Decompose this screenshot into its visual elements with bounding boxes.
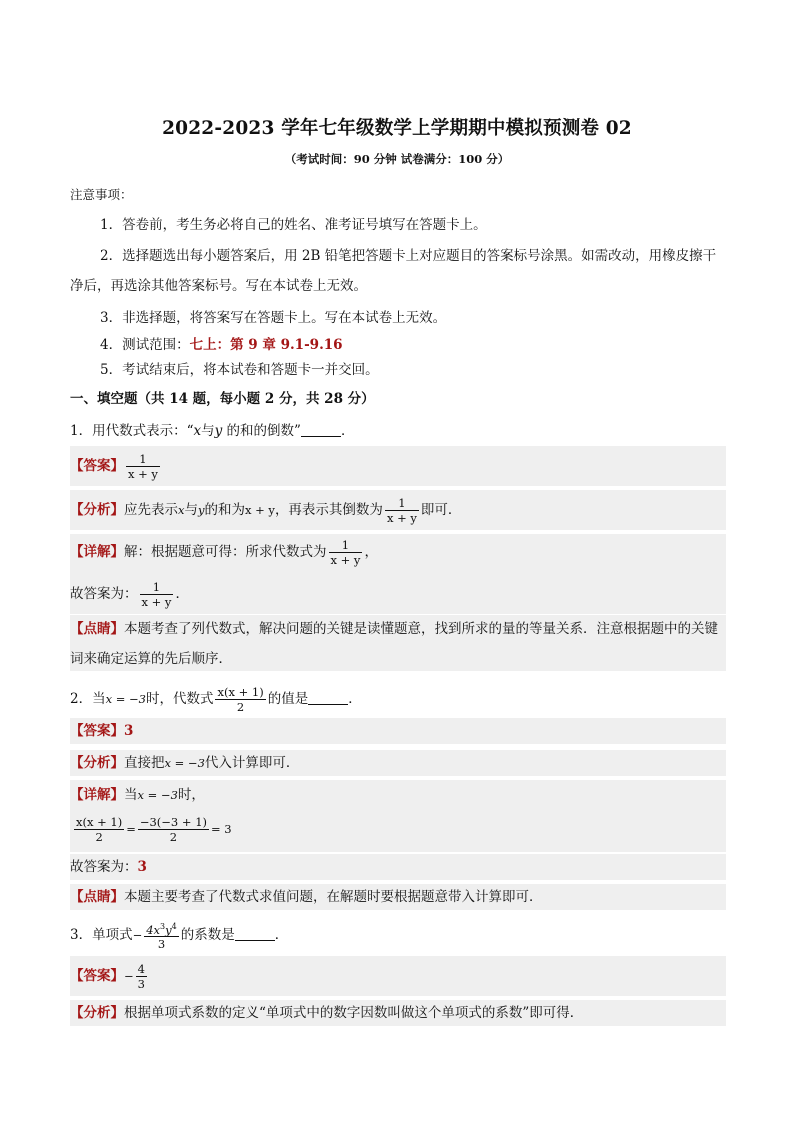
question-3: 3．单项式− $\frac{4x^3y^4}{3}$ 的系数是 ． <box>70 921 289 952</box>
fraction: $\frac{1}{x + y}$ <box>128 452 158 481</box>
q1-detail: 【详解】解：根据题意可得：所求代数式为 $\frac{1}{x + y}$ ， <box>70 538 378 567</box>
q2-equation: $\frac{x(x + 1)}{2}$ = $\frac{-3(-3 + 1)}{2}$ = 3 <box>76 815 232 844</box>
answer-blank <box>308 690 348 705</box>
q3-answer: 【答案】− $\frac{4}{3}$ <box>70 962 145 991</box>
note-1: 1．答卷前，考生务必将自己的姓名、准考证号填写在答题卡上。 <box>100 217 487 233</box>
notes-heading: 注意事项： <box>70 187 133 202</box>
q2-analysis: 【分析】直接把x = −3代入计算即可． <box>70 755 300 771</box>
question-2: 2．当x = −3时，代数式 $\frac{x(x + 1)}{2}$ 的值是 ． <box>70 685 362 714</box>
q3-analysis: 【分析】根据单项式系数的定义“单项式中的数字因数叫做这个单项式的系数”即可得． <box>70 1005 584 1021</box>
note-4 <box>100 336 726 354</box>
q2-comment: 【点睛】本题主要考查了代数式求值问题，在解题时要根据题意带入计算即可． <box>70 889 543 905</box>
note-2: 2．选择题选出每小题答案后，用 2B 铅笔把答题卡上对应题目的答案标号涂黑。如需改动，用橡皮擦干净后，再选涂其他答案标号。写在本试卷上无效。 <box>70 248 717 294</box>
question-1: 1．用代数式表示：“x与y 的和的倒数” ． <box>70 423 355 439</box>
q2-final: 故答案为：3 <box>70 859 147 875</box>
page-subtitle: （考试时间：90 分钟 试卷满分：100 分） <box>284 152 510 166</box>
section-heading: 一、填空题（共 14 题，每小题 2 分，共 28 分） <box>70 391 375 407</box>
q1-analysis: 【分析】应先表示x与y的和为x + y，再表示其倒数为 $\frac{1}{x + y}$ 即可． <box>70 496 462 525</box>
q1-comment: 【点睛】本题考查了列代数式，解决问题的关键是读懂题意，找到所求的量的等量关系．注意根据题中的关键词来确定运算的先后顺序． <box>70 621 718 667</box>
note-4-range: 七上：第 9 章 9.1-9.16 <box>189 337 343 353</box>
note-5: 5．考试结束后，将本试卷和答题卡一并交回。 <box>100 362 379 378</box>
q1-answer: 【答案】 $\frac{1}{x + y}$ <box>70 452 158 481</box>
q2-answer: 【答案】3 <box>70 723 134 739</box>
q1-final: 故答案为： $\frac{1}{x + y}$ ． <box>70 580 189 609</box>
answer-blank <box>301 422 341 437</box>
page-title: 2022-2023 学年七年级数学上学期期中模拟预测卷 02 <box>162 118 632 139</box>
note-4-prefix: 4．测试范围： <box>100 337 190 353</box>
answer-blank <box>235 926 275 941</box>
note-3: 3．非选择题，将答案写在答题卡上。写在本试卷上无效。 <box>100 310 447 326</box>
q2-detail: 【详解】当x = −3时， <box>70 787 205 803</box>
